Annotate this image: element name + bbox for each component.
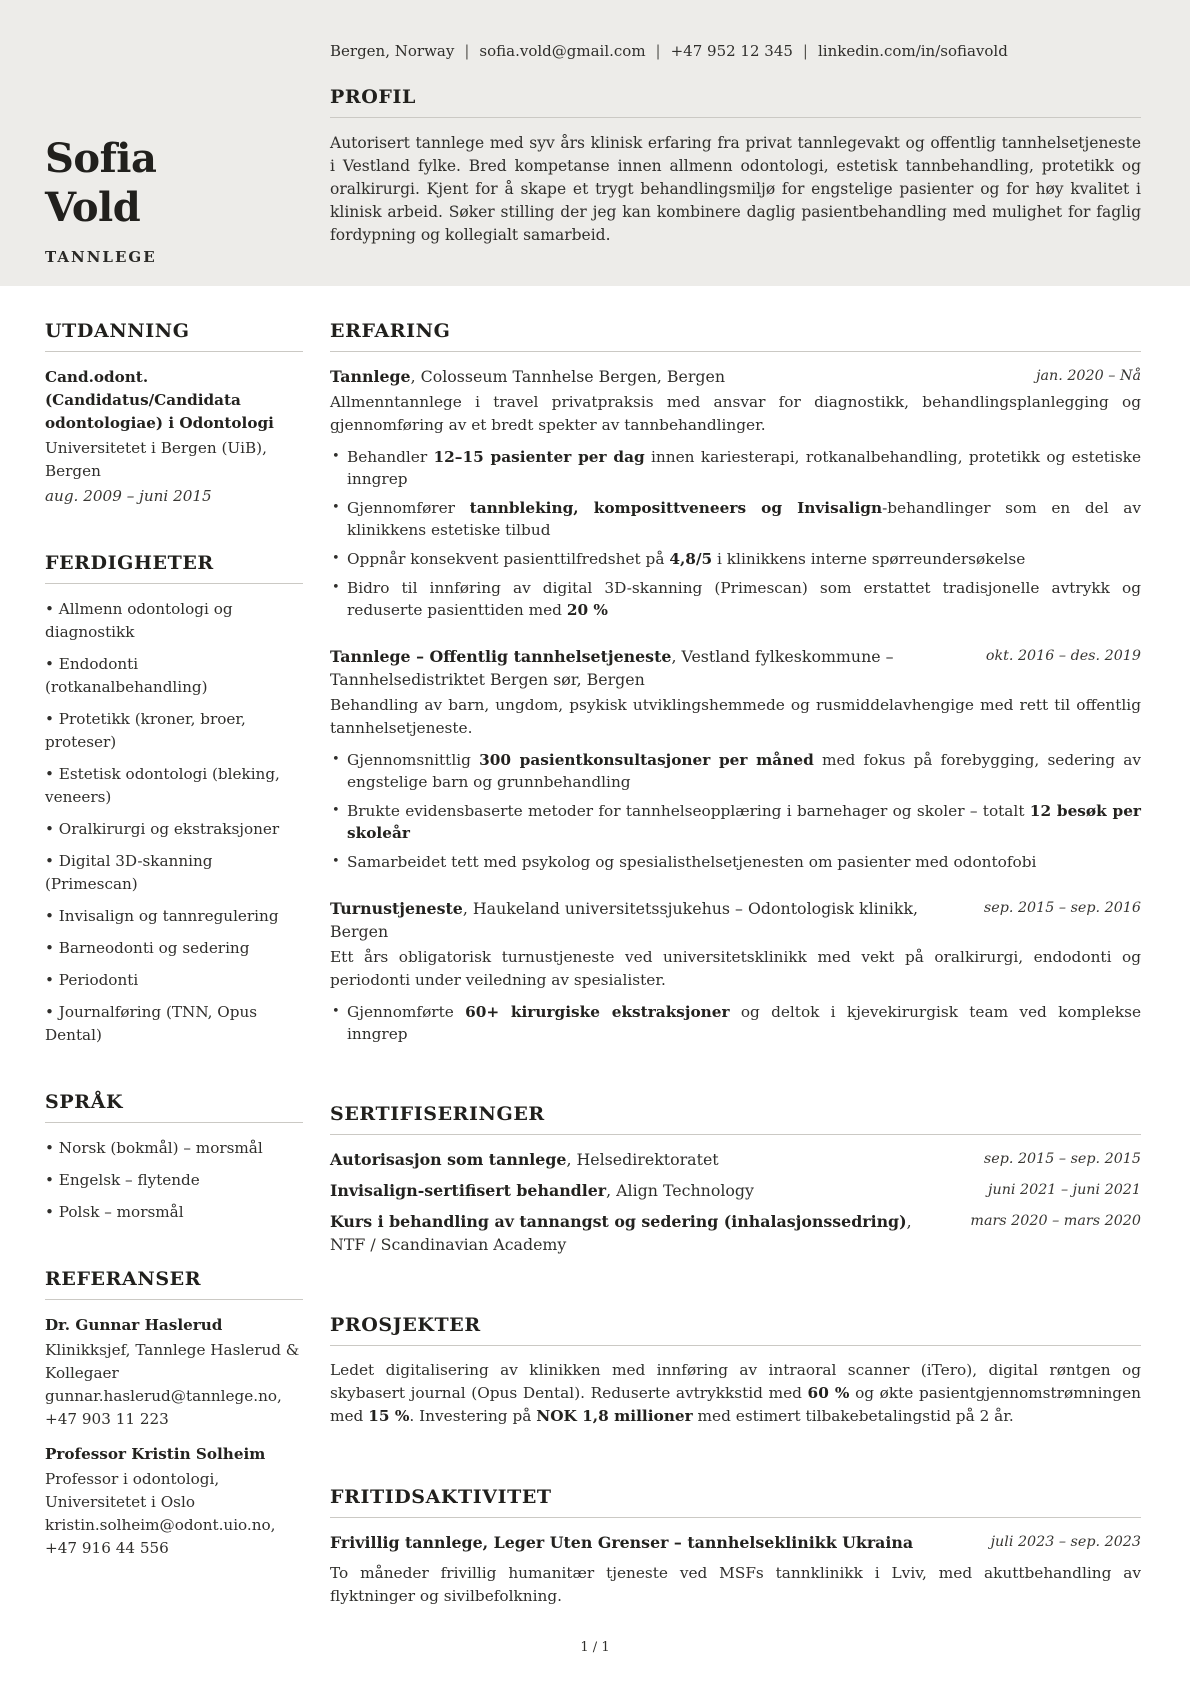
job-title-company: , Colosseum Tannhelse Bergen, Bergen xyxy=(410,367,726,386)
certification-dates: juni 2021 – juni 2021 xyxy=(988,1182,1141,1198)
job-bullet: • Gjennomførte 60+ kirurgiske ekstraksjoner og deltok i kjevekirurgisk team ved komplekse inngrep xyxy=(330,1001,1141,1045)
education-degree: Cand.odont. (Candidatus/Candidata odontologiae) i Odontologi xyxy=(45,368,274,432)
contact-separator: | xyxy=(802,42,808,60)
ferdigheter-heading: FERDIGHETER xyxy=(45,552,303,584)
reference-role: Professor i odontologi, Universitetet i Oslo xyxy=(45,1470,220,1511)
section-prosjekter xyxy=(330,1314,1141,1428)
skill-item: • Endodonti (rotkanalbehandling) xyxy=(45,653,303,699)
education-dates: aug. 2009 – juni 2015 xyxy=(45,487,212,505)
certification-issuer: , Helsedirektoratet xyxy=(566,1150,719,1169)
certification-name: Invisalign-sertifisert behandler xyxy=(330,1181,607,1200)
skill-item: • Journalføring (TNN, Opus Dental) xyxy=(45,1001,303,1047)
utdanning-heading: UTDANNING xyxy=(45,320,303,352)
reference-name: Dr. Gunnar Haslerud xyxy=(45,1316,223,1334)
reference-name: Professor Kristin Solheim xyxy=(45,1445,266,1463)
contact-separator: | xyxy=(655,42,661,60)
job-title-company: , Vestland fylkeskommune – Tannhelsedistriktet Bergen sør, Bergen xyxy=(330,647,894,689)
fritidsaktivitet-heading: FRITIDSAKTIVITET xyxy=(330,1486,1141,1518)
job-title-role: Tannlege xyxy=(330,367,411,386)
skill-item: • Invisalign og tannregulering xyxy=(45,905,303,928)
reference-entry xyxy=(45,1314,303,1431)
job-description: Behandling av barn, ungdom, psykisk utviklingshemmede og rusmiddelavhengige med rett til offentlig tannhelsetjeneste. xyxy=(330,696,1141,737)
section-erfaring xyxy=(330,320,1141,1045)
job-bullet: • Behandler 12–15 pasienter per dag innen kariesterapi, rotkanalbehandling, protetikk og estetiske inngrep xyxy=(330,446,1141,490)
language-item: • Polsk – morsmål xyxy=(45,1201,303,1224)
section-sertifiseringer xyxy=(330,1103,1141,1256)
job-dates: sep. 2015 – sep. 2016 xyxy=(983,900,1141,916)
section-referanser xyxy=(45,1268,303,1560)
certification-entry xyxy=(330,1210,1141,1256)
job-dates: okt. 2016 – des. 2019 xyxy=(985,648,1141,664)
skill-item: • Protetikk (kroner, broer, proteser) xyxy=(45,708,303,754)
language-item: • Engelsk – flytende xyxy=(45,1169,303,1192)
certification-entry xyxy=(330,1148,1141,1171)
job-title xyxy=(330,365,1010,388)
fritid-title xyxy=(330,1531,965,1554)
job-bullet: • Bidro til innføring av digital 3D-skanning (Primescan) som erstattet tradisjonelle avtrykk og reduserte pasienttiden med 20 % xyxy=(330,577,1141,621)
contact-phone: +47 952 12 345 xyxy=(670,42,793,60)
reference-contact: gunnar.haslerud@tannlege.no, +47 903 11 223 xyxy=(45,1387,282,1428)
certification-name: Kurs i behandling av tannangst og sedering (inhalasjonssedring) xyxy=(330,1212,907,1231)
name-block xyxy=(45,134,305,266)
certification-dates: mars 2020 – mars 2020 xyxy=(970,1213,1141,1229)
job-title-role: Tannlege – Offentlig tannhelsetjeneste xyxy=(330,647,672,666)
section-ferdigheter xyxy=(45,552,303,1047)
job-bullets xyxy=(330,1001,1141,1045)
name-last: Vold xyxy=(45,184,141,231)
candidate-title: TANNLEGE xyxy=(45,248,157,266)
job-bullet: • Gjennomsnittlig 300 pasientkonsultasjoner per måned med fokus på forebygging, sedering av engstelige barn og grunnbehandling xyxy=(330,749,1141,793)
section-fritidsaktivitet xyxy=(330,1486,1141,1608)
fritid-dates: juli 2023 – sep. 2023 xyxy=(990,1534,1141,1550)
job-title xyxy=(330,645,960,691)
profil-text: Autorisert tannlege med syv års klinisk erfaring fra privat tannlegevakt og offentlig tannhelsetjeneste i Vestland fylke. Bred kompetanse innen allmenn odontologi, estetisk tannbehandling, protetikk og oralkirurgi. Kjent for å skape et trygt behandlingsmiljø for engstelige pasienter og for høy kvalitet i klinisk arbeid. Søker stilling der jeg kan kombinere daglig pasientbehandling med mulighet for faglig fordypning og kollegialt samarbeid. xyxy=(330,134,1141,244)
skill-item: • Allmenn odontologi og diagnostikk xyxy=(45,598,303,644)
fritid-text: To måneder frivillig humanitær tjeneste ved MSFs tannklinikk i Lviv, med akuttbehandling av flyktninger og sivilbefolkning. xyxy=(330,1564,1141,1605)
skill-item: • Estetisk odontologi (bleking, veneers) xyxy=(45,763,303,809)
main-column xyxy=(330,320,1141,1608)
job-entry xyxy=(330,365,1141,621)
sertifiseringer-heading: SERTIFISERINGER xyxy=(330,1103,1141,1135)
job-bullet: • Gjennomfører tannbleking, komposittveneers og Invisalign-behandlinger som en del av klinikkens estetiske tilbud xyxy=(330,497,1141,541)
profil-heading: PROFIL xyxy=(330,86,1141,118)
job-description: Allmenntannlege i travel privatpraksis med ansvar for diagnostikk, behandlingsplanlegging og gjennomføring av et bredt spekter av tannbehandlinger. xyxy=(330,393,1141,434)
fritid-title-text: Frivillig tannlege, Leger Uten Grenser – tannhelseklinikk Ukraina xyxy=(330,1533,914,1552)
job-bullets xyxy=(330,749,1141,873)
certification-title xyxy=(330,1210,944,1256)
skill-item: • Periodonti xyxy=(45,969,303,992)
education-school: Universitetet i Bergen (UiB), Bergen xyxy=(45,439,267,480)
job-entry xyxy=(330,645,1141,873)
sidebar xyxy=(45,320,303,1604)
section-profil xyxy=(330,86,1141,247)
skill-item: • Digital 3D-skanning (Primescan) xyxy=(45,850,303,896)
referanser-heading: REFERANSER xyxy=(45,1268,303,1300)
job-bullet: • Samarbeidet tett med psykolog og spesialisthelsetjenesten om pasienter med odontofobi xyxy=(330,851,1141,873)
certification-dates: sep. 2015 – sep. 2015 xyxy=(983,1151,1141,1167)
sprak-heading: SPRÅK xyxy=(45,1091,303,1123)
page-number: 1 / 1 xyxy=(580,1640,610,1655)
contact-email: sofia.vold@gmail.com xyxy=(479,42,646,60)
language-item: • Norsk (bokmål) – morsmål xyxy=(45,1137,303,1160)
prosjekter-heading: PROSJEKTER xyxy=(330,1314,1141,1346)
name-first: Sofia xyxy=(45,135,157,182)
contact-line xyxy=(330,42,1141,60)
contact-separator: | xyxy=(464,42,470,60)
job-title-role: Turnustjeneste xyxy=(330,899,463,918)
section-utdanning xyxy=(45,320,303,508)
reference-entry xyxy=(45,1443,303,1560)
prosjekter-text: Ledet digitalisering av klinikken med innføring av intraoral scanner (iTero), digital røntgen og skybasert journal (Opus Dental). Reduserte avtrykkstid med 60 % og økte pasientgjennomstrømningen med 15 %. Investering på NOK 1,8 millioner med estimert tilbakebetalingstid på 2 år. xyxy=(330,1361,1142,1425)
certification-name: Autorisasjon som tannlege xyxy=(330,1150,567,1169)
job-title xyxy=(330,897,958,943)
certification-issuer: , NTF / Scandinavian Academy xyxy=(330,1212,912,1254)
contact-location: Bergen, Norway xyxy=(330,42,455,60)
skill-item: • Barneodonti og sedering xyxy=(45,937,303,960)
job-bullet: • Oppnår konsekvent pasienttilfredshet på 4,8/5 i klinikkens interne spørreundersøkelse xyxy=(330,548,1141,570)
job-description: Ett års obligatorisk turnustjeneste ved universitetsklinikk med vekt på oralkirurgi, endodonti og periodonti under veiledning av spesialister. xyxy=(330,948,1141,989)
certification-title xyxy=(330,1179,962,1202)
job-bullet: • Brukte evidensbaserte metoder for tannhelseopplæring i barnehager og skoler – totalt 12 besøk per skoleår xyxy=(330,800,1141,844)
job-entry xyxy=(330,897,1141,1045)
reference-contact: kristin.solheim@odont.uio.no, +47 916 44 556 xyxy=(45,1516,276,1557)
job-dates: jan. 2020 – Nå xyxy=(1036,368,1141,384)
erfaring-heading: ERFARING xyxy=(330,320,1141,352)
candidate-name xyxy=(45,134,305,232)
section-sprak xyxy=(45,1091,303,1224)
certification-title xyxy=(330,1148,958,1171)
fritid-entry-head xyxy=(330,1531,1141,1554)
certification-entry xyxy=(330,1179,1141,1202)
job-title-company: , Haukeland universitetssjukehus – Odontologisk klinikk, Bergen xyxy=(330,899,919,941)
contact-linkedin: linkedin.com/in/sofiavold xyxy=(817,42,1008,60)
skill-item: • Oralkirurgi og ekstraksjoner xyxy=(45,818,303,841)
job-bullets xyxy=(330,446,1141,621)
certification-issuer: , Align Technology xyxy=(606,1181,754,1200)
reference-role: Klinikksjef, Tannlege Haslerud & Kollegaer xyxy=(45,1341,300,1382)
